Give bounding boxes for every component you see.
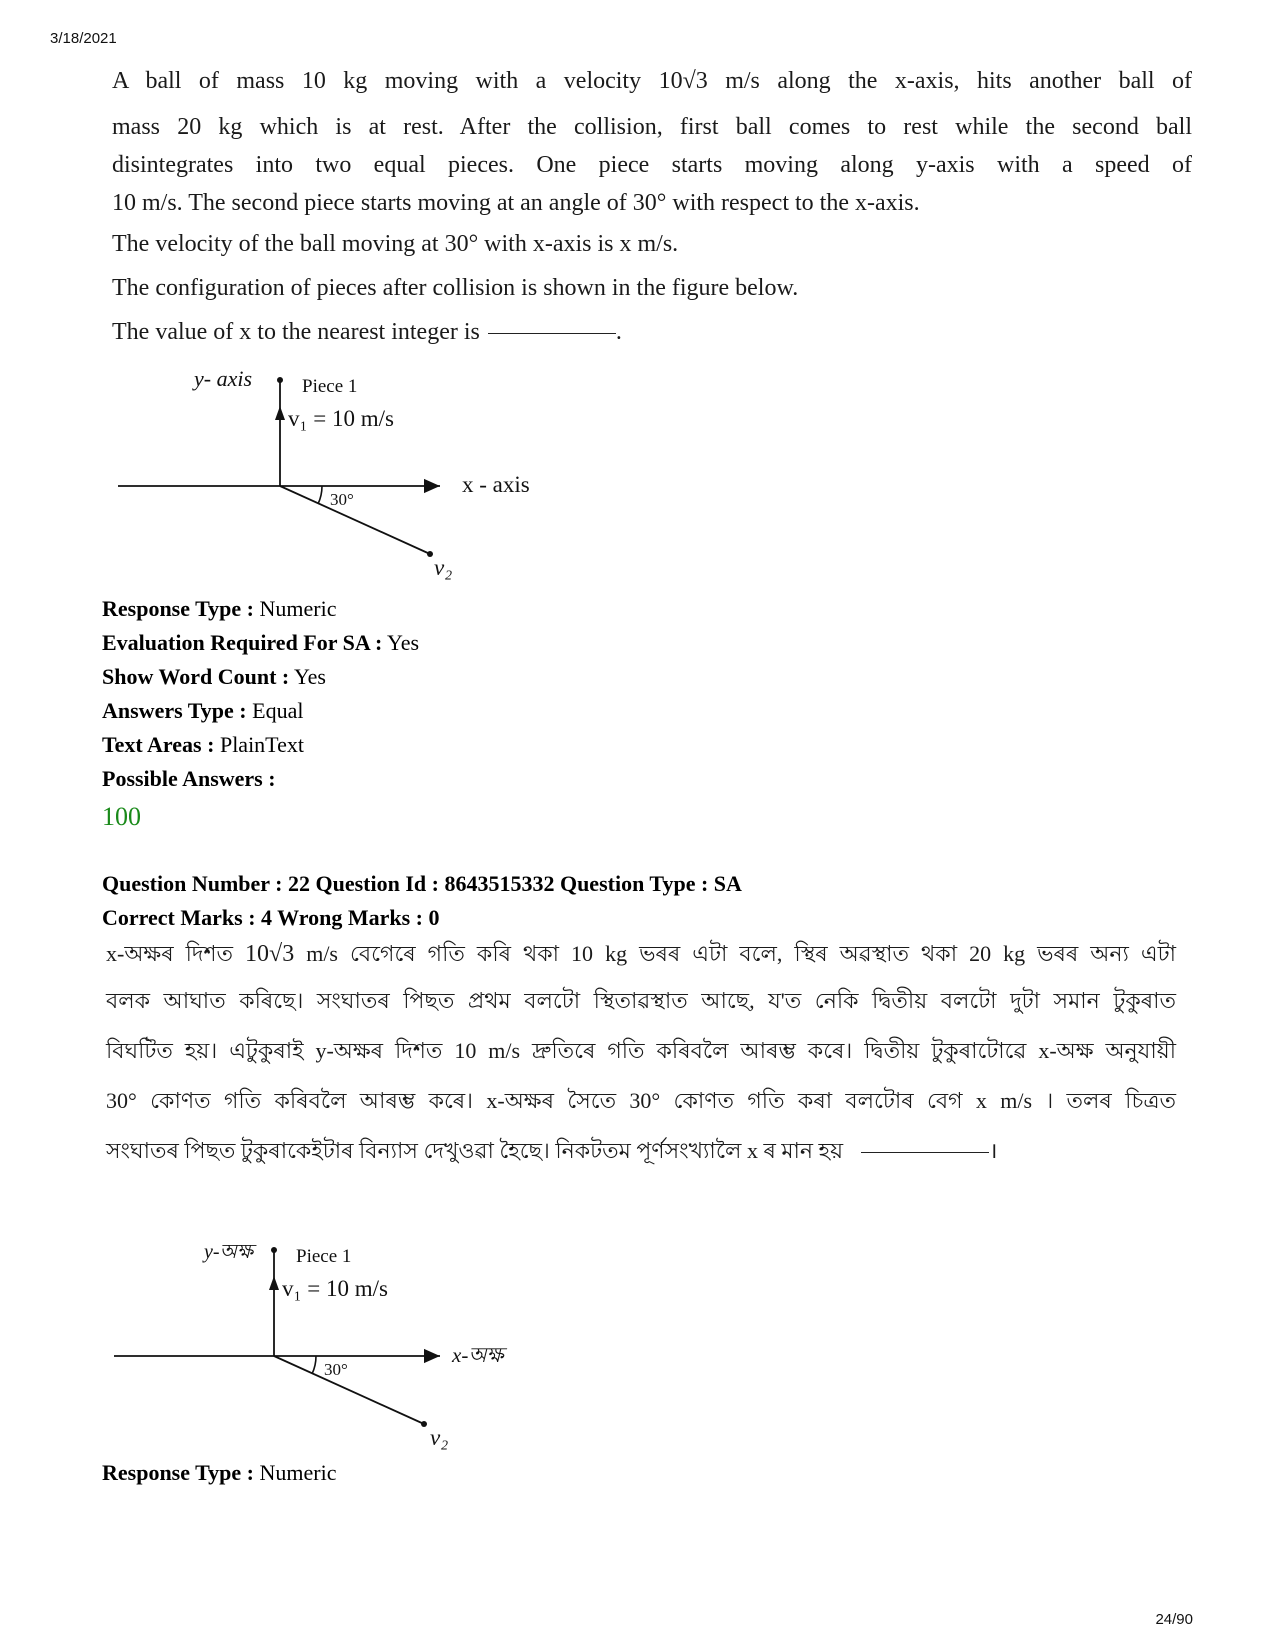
header-text: Question Number : 22 Question Id : 8643515332 Question Type : SA (102, 871, 742, 896)
question-line: The configuration of pieces after collision is shown in the figure below. (112, 275, 799, 301)
question-line: বলক আঘাত কৰিছে। সংঘাতৰ পিছত প্ৰথম বলটো স্থিতাৱস্থাত আছে, য'ত নেকি দ্বিতীয় বলটো দুটা সমান টুকুৰাত (106, 988, 1176, 1013)
question-line: disintegrates into two equal pieces. One piece starts moving along y-axis with a speed of (112, 152, 1192, 178)
meta-label: Evaluation Required For SA : (102, 630, 383, 655)
piece1-dot (271, 1247, 277, 1253)
v2-label: v₂ (430, 1425, 449, 1450)
meta-row (102, 592, 419, 626)
question-text-english (112, 62, 1192, 354)
meta-row (102, 660, 419, 694)
meta-row (102, 626, 419, 660)
print-date: 3/18/2021 (50, 30, 117, 47)
angle-label: 30° (324, 1360, 348, 1379)
x-axis-label: x - axis (462, 472, 530, 497)
text-fragment: x-অক্ষৰ দিশত (106, 941, 246, 966)
question-line: 30° কোণত গতি কৰিবলৈ আৰম্ভ কৰে। x-অক্ষৰ সৈতে 30° কোণত গতি কৰা বলটোৰ বেগ x m/s । তলৰ চিত্ৰত (106, 1088, 1176, 1113)
question-line: The velocity of the ball moving at 30° with x-axis is x m/s. (112, 231, 679, 257)
text-fragment: A ball of mass 10 kg moving with a velocity (112, 68, 659, 94)
meta-value: PlainText (214, 732, 304, 757)
question-id-line (102, 867, 742, 901)
collision-diagram-assamese (100, 1230, 560, 1455)
question-line: বিঘটিত হয়। এটুকুৰাই y-অক্ষৰ দিশত 10 m/s দ্ৰুতিৰে গতি কৰিবলৈ আৰম্ভ কৰে। দ্বিতীয় টুকুৰাটোৱে x-অক্ষ অনুযায়ী (106, 1038, 1176, 1063)
answer-blank (488, 333, 616, 334)
page-number: 24/90 (1155, 1611, 1193, 1628)
meta-value: Equal (246, 698, 304, 723)
meta-row (102, 1456, 336, 1490)
question-metadata (102, 592, 419, 834)
text-fragment: । (989, 1138, 998, 1163)
text-fragment: m/s along the x-axis, hits another ball of (707, 68, 1193, 94)
piece1-label: Piece 1 (296, 1246, 352, 1267)
piece1-label: Piece 1 (302, 376, 358, 397)
question-line (106, 1126, 1176, 1176)
v1-arrow-icon (275, 406, 285, 420)
velocity-value: 10√3 (245, 941, 295, 967)
text-fragment: m/s বেগেৰে গতি কৰি থকা 10 kg ভৰৰ এটা বলে, স্থিৰ অৱস্থাত থকা 20 kg ভৰৰ অন্য এটা (294, 941, 1176, 966)
v1-label: v₁ = 10 m/s (282, 1276, 388, 1301)
meta-label: Response Type : (102, 596, 254, 621)
velocity-value: 10√3 (658, 68, 708, 94)
text-fragment: The value of x to the nearest integer is (112, 319, 480, 345)
piece1-dot (277, 377, 283, 383)
v1-arrow-icon (269, 1276, 279, 1290)
meta-label: Text Areas : (102, 732, 215, 757)
v2-line (280, 486, 430, 554)
piece2-dot (427, 551, 433, 557)
header-text: Correct Marks : 4 Wrong Marks : 0 (102, 905, 440, 930)
question-header (102, 867, 742, 935)
meta-value: Yes (382, 630, 420, 655)
y-axis-label: y-অক্ষ (204, 1241, 254, 1263)
meta-row (102, 694, 419, 728)
question-metadata (102, 1456, 336, 1490)
question-line: mass 20 kg which is at rest. After the collision, first ball comes to rest while the second ball (112, 114, 1192, 140)
v1-label: v₁ = 10 m/s (288, 406, 394, 431)
text-fragment: সংঘাতৰ পিছত টুকুৰাকেইটাৰ বিন্যাস দেখুওৱা হৈছে। নিকটতম পূৰ্ণসংখ্যালৈ x ৰ মান হয় (106, 1138, 844, 1163)
meta-row (102, 728, 419, 762)
possible-answer: 100 (102, 802, 141, 831)
answer-blank (861, 1152, 989, 1153)
question-text-assamese (106, 932, 1176, 1176)
meta-value: Numeric (253, 1460, 337, 1485)
question-line: 10 m/s. The second piece starts moving at an angle of 30° with respect to the x-axis. (112, 190, 920, 216)
meta-row (102, 762, 419, 796)
meta-label: Possible Answers : (102, 766, 276, 791)
question-line (112, 62, 1192, 100)
angle-label: 30° (330, 490, 354, 509)
meta-label: Show Word Count : (102, 664, 290, 689)
y-axis-label: y- axis (194, 366, 253, 391)
angle-arc (318, 486, 322, 504)
collision-diagram-english (100, 360, 560, 585)
question-line: The value of x to the nearest integer is . (112, 319, 622, 345)
meta-value: Numeric (253, 596, 337, 621)
marks-line (102, 901, 742, 935)
question-line (106, 932, 1176, 976)
meta-label: Response Type : (102, 1460, 254, 1485)
v2-label: v₂ (434, 555, 453, 580)
angle-arc (312, 1356, 316, 1374)
meta-label: Answers Type : (102, 698, 247, 723)
x-axis-label: x-অক্ষ (452, 1343, 504, 1367)
meta-value: Yes (289, 664, 326, 689)
v2-line (274, 1356, 424, 1424)
piece2-dot (421, 1421, 427, 1427)
